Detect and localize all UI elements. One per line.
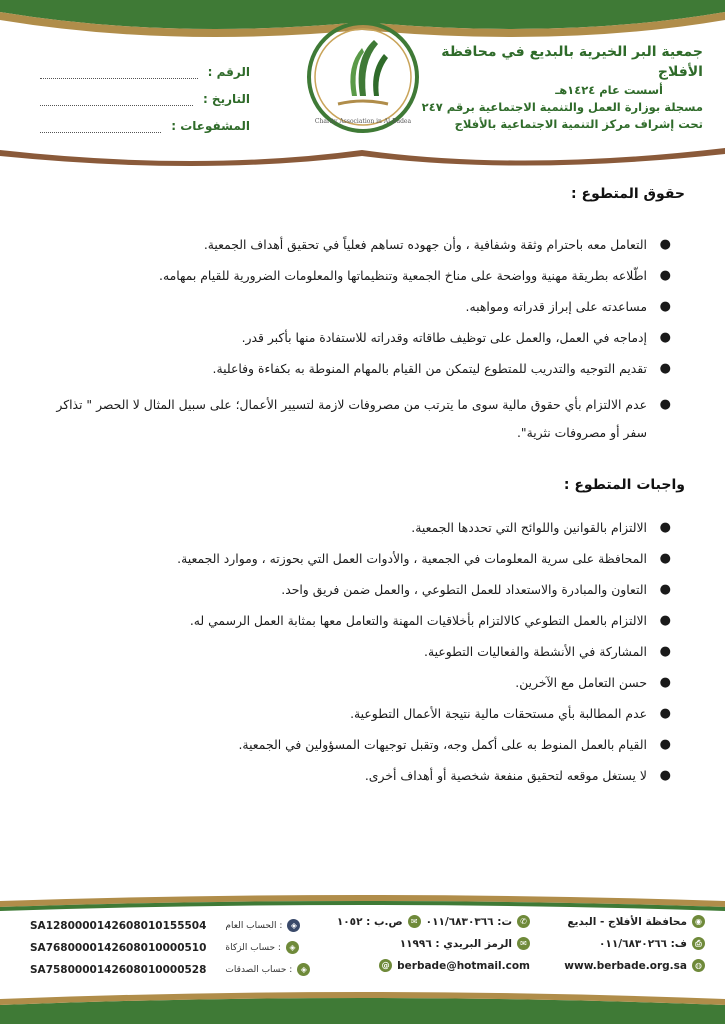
bullet-icon: ● (659, 551, 671, 566)
ref-attachments-label: المشفوعات : (171, 119, 250, 133)
account-row (30, 941, 299, 954)
account-number: SA7580000142608010000528 (30, 963, 207, 976)
footer-postal: الرمز البريدي : ١١٩٩٦ (399, 937, 512, 950)
footer-fax-row (599, 937, 705, 950)
document-body (40, 186, 685, 785)
list-item: ● القيام بالعمل المنوط به على أكمل وجه، وتقبل توجيهات المسؤولين في الجمعية. (238, 737, 671, 752)
bullet-icon: ● (659, 737, 671, 752)
email-icon: @ (379, 959, 392, 972)
account-row (30, 963, 310, 976)
ref-date-line (40, 95, 193, 106)
list-item: ● التعامل معه باحترام وثقة وشفافية ، وأن جهوده تساهم فعلياً في تحقيق أهداف الجمعية. (203, 237, 671, 252)
ref-date-row (40, 79, 250, 106)
duties-title: واجبات المتطوع : (563, 477, 685, 493)
org-registration: مسجلة بوزارة العمل والتنمية الاجتماعية برقم ٢٤٧ (421, 100, 703, 114)
postal-icon: ✉ (517, 937, 530, 950)
list-item: ● التعاون والمبادرة والاستعداد للعمل التطوعي ، والعمل ضمن فريق واحد. (281, 582, 671, 597)
account-number: SA7680000142608010000510 (30, 941, 207, 954)
list-item: ● حسن التعامل مع الآخرين. (515, 675, 671, 690)
logo-caption: Charity Association in Al-Badea (314, 118, 412, 125)
footer-phone-row (337, 915, 530, 928)
bullet-icon: ● (659, 397, 671, 412)
ref-number-row (40, 52, 250, 79)
bullet-icon: ● (659, 644, 671, 659)
zakat-icon: ◈ (286, 941, 299, 954)
org-supervision: تحت إشراف مركز التنمية الاجتماعية بالأفلاج (454, 117, 703, 131)
list-item: ● تقديم التوجيه والتدريب للمتطوع ليتمكن من القيام بالمهام المنوطة به بكفاءة وفاعلية. (212, 361, 671, 376)
bullet-icon: ● (659, 675, 671, 690)
bullet-icon: ● (659, 268, 671, 283)
footer-location: محافظة الأفلاج - البديع (567, 915, 687, 928)
phone-icon: ✆ (517, 915, 530, 928)
organization-info (403, 42, 703, 133)
footer-fax: ف: ٠١١/٦٨٣٠٢٦٦ (599, 937, 687, 950)
list-item: ● اطّلاعه بطريقة مهنية وواضحة على مناخ الجمعية وتنظيماتها والمعلومات الضرورية للقيام بمهامه. (159, 268, 671, 283)
ref-date-label: التاريخ : (202, 92, 250, 106)
ref-attachments-line (40, 122, 161, 133)
list-item: ● المحافظة على سرية المعلومات في الجمعية ، والأدوات العمل التي بحوزته ، وموارد الجمعية. (177, 551, 671, 566)
fax-icon: ⎙ (692, 937, 705, 950)
letterhead-footer (0, 895, 725, 1024)
bullet-icon: ● (659, 361, 671, 376)
list-item: ● عدم المطالبة بأي مستحقات مالية نتيجة الأعمال التطوعية. (350, 706, 671, 721)
footer-email[interactable]: berbade@hotmail.com (397, 959, 530, 972)
list-item: ● إدماجه في العمل، والعمل على توظيف طاقاته وقدراته للاستفادة منها بأكبر قدر. (241, 330, 671, 345)
list-item: ● عدم الالتزام بأي حقوق مالية سوى ما يترتب من مصروفات لازمة لتسيير الأعمال؛ على سبيل المثال لا الحصر " تذاكر سفر أو مصروفات نثرية". (40, 391, 647, 447)
org-established: أسست عام ١٤٢٤هـ (555, 83, 663, 97)
list-item: ● الالتزام بالقوانين واللوائح التي تحددها الجمعية. (411, 520, 671, 535)
list-item: ● الالتزام بالعمل التطوعي كالالتزام بأخلاقيات المهنة والتعامل معها بمثابة العمل الرسمي له. (189, 613, 671, 628)
footer-phone: ت: ٠١١/٦٨٣٠٣٦٦ (425, 915, 512, 928)
ref-number-line (40, 68, 198, 79)
account-row (30, 919, 300, 932)
reference-fields (40, 52, 250, 133)
account-number: SA1280000142608010155504 (30, 919, 207, 932)
account-label: حساب الصدقات : (225, 964, 293, 975)
footer-pobox: ص.ب : ١٠٥٢ (336, 915, 403, 928)
footer-website-row (564, 959, 705, 972)
bullet-icon: ● (659, 299, 671, 314)
rights-title: حقوق المتطوع : (571, 186, 685, 202)
bullet-icon: ● (659, 237, 671, 252)
footer-postal-row (400, 937, 530, 950)
list-item: ● مساعدته على إبراز قدراته ومواهبه. (465, 299, 671, 314)
ref-attachments-row (40, 106, 250, 133)
bullet-icon: ● (659, 613, 671, 628)
charity-icon: ◈ (297, 963, 310, 976)
org-name: جمعية البر الخيرية بالبديع في محافظة الأفلاج (441, 44, 703, 80)
account-label: الحساب العام : (225, 920, 283, 931)
list-item: ● لا يستغل موقعه لتحقيق منفعة شخصية أو أهداف أخرى. (364, 768, 671, 783)
bullet-icon: ● (659, 706, 671, 721)
globe-icon: ◍ (692, 959, 705, 972)
account-label: حساب الزكاة : (225, 942, 281, 953)
bullet-icon: ● (659, 582, 671, 597)
list-item: ● المشاركة في الأنشطة والفعاليات التطوعية. (424, 644, 671, 659)
bank-icon: ◈ (287, 919, 300, 932)
bullet-icon: ● (659, 520, 671, 535)
bullet-icon: ● (659, 330, 671, 345)
ref-number-label: الرقم : (207, 65, 250, 79)
letterhead-header (0, 0, 725, 170)
location-icon: ◉ (692, 915, 705, 928)
mailbox-icon: ✉ (408, 915, 421, 928)
footer-email-row (379, 959, 530, 972)
rights-list (40, 236, 685, 447)
footer-location-row (567, 915, 705, 928)
duties-list (40, 519, 685, 785)
footer-website[interactable]: www.berbade.org.sa (564, 959, 687, 972)
bullet-icon: ● (659, 768, 671, 783)
